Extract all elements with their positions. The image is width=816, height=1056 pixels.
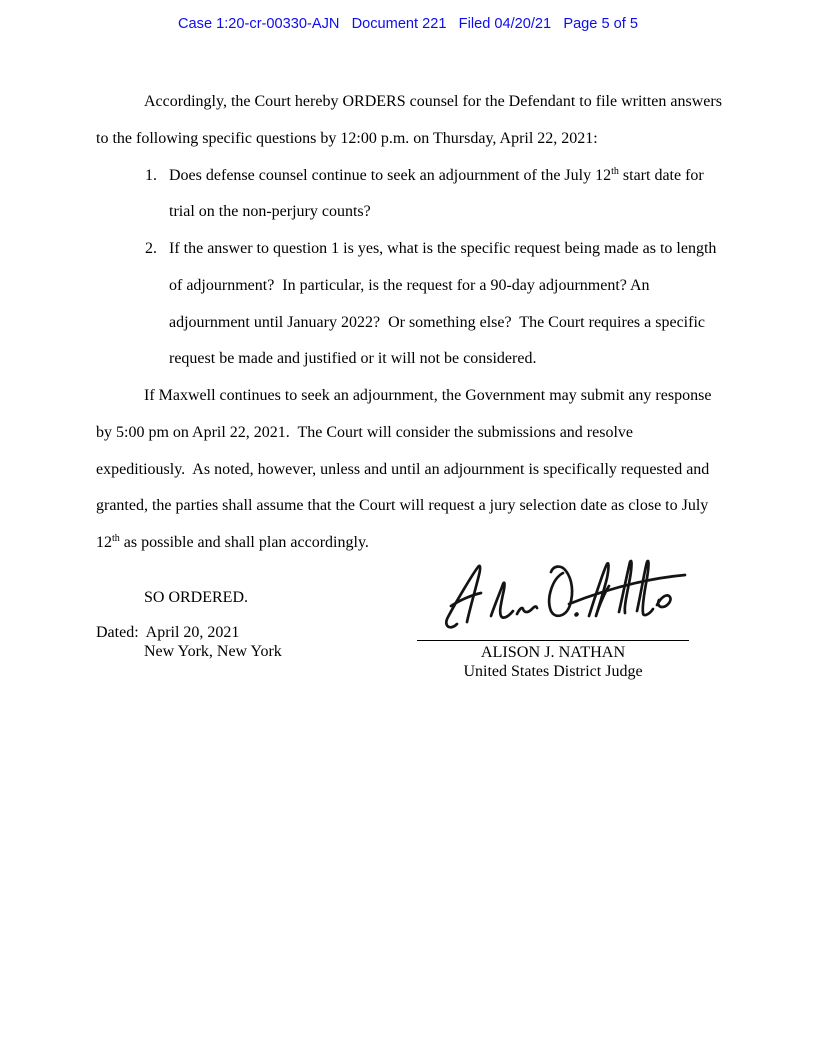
question-1-text-pre: Does defense counsel continue to seek an adjournment of the July 12 (169, 166, 612, 184)
order-intro-paragraph: Accordingly, the Court hereby ORDERS counsel for the Defendant to file written answers to the following specific questions by 12:00 p.m. on Thursday, April 22, 2021: (96, 93, 726, 147)
judge-name: ALISON J. NATHAN (480, 643, 626, 661)
dated-label: Dated: (96, 624, 139, 641)
order-body (96, 84, 726, 562)
list-item-question-1 (145, 158, 722, 232)
question-1-text-post: start date for trial on the non-perjury counts? (169, 166, 708, 221)
dated-value: April 20, 2021 (145, 624, 240, 641)
dated-line (96, 624, 282, 643)
item-marker: 1. (145, 166, 157, 184)
so-ordered-line: SO ORDERED. (144, 589, 249, 606)
signature-line (417, 640, 689, 641)
order-closing-paragraph (96, 378, 722, 562)
ordinal-superscript: th (112, 533, 120, 544)
signature-block (417, 552, 689, 681)
question-2-text (169, 231, 722, 378)
question-list (96, 158, 722, 379)
question-1-text (169, 158, 722, 232)
closing-text-post: as possible and shall plan accordingly. (119, 534, 369, 551)
dated-place: New York, New York (144, 642, 282, 660)
date-block (96, 624, 282, 661)
list-item-question-2 (145, 231, 722, 378)
question-2-text-pre: If the answer to question 1 is yes, what is the specific request being made as to length of adjournment? In particular, is the request for a 90-day adjournment? An adjournment until January 2022? Or something else? The Court requires a specific request be made and justified or it will not be considered. (169, 240, 721, 368)
judge-title: United States District Judge (463, 663, 643, 680)
judge-signature-image (417, 552, 689, 640)
ordinal-superscript: th (611, 165, 619, 177)
case-header-stamp: Case 1:20-cr-00330-AJN Document 221 Filed 04/20/21 Page 5 of 5 (178, 16, 638, 32)
item-marker: 2. (145, 240, 157, 257)
closing-text-pre: If Maxwell continues to seek an adjournment, the Government may submit any response by 5:00 pm on April 22, 2021. The Court will consider the submissions and resolve expeditiously. As noted, however, unless and until an adjournment is specifically requested and granted, the parties shall assume that the Court will request a jury selection date as close to July 12 (96, 387, 716, 551)
